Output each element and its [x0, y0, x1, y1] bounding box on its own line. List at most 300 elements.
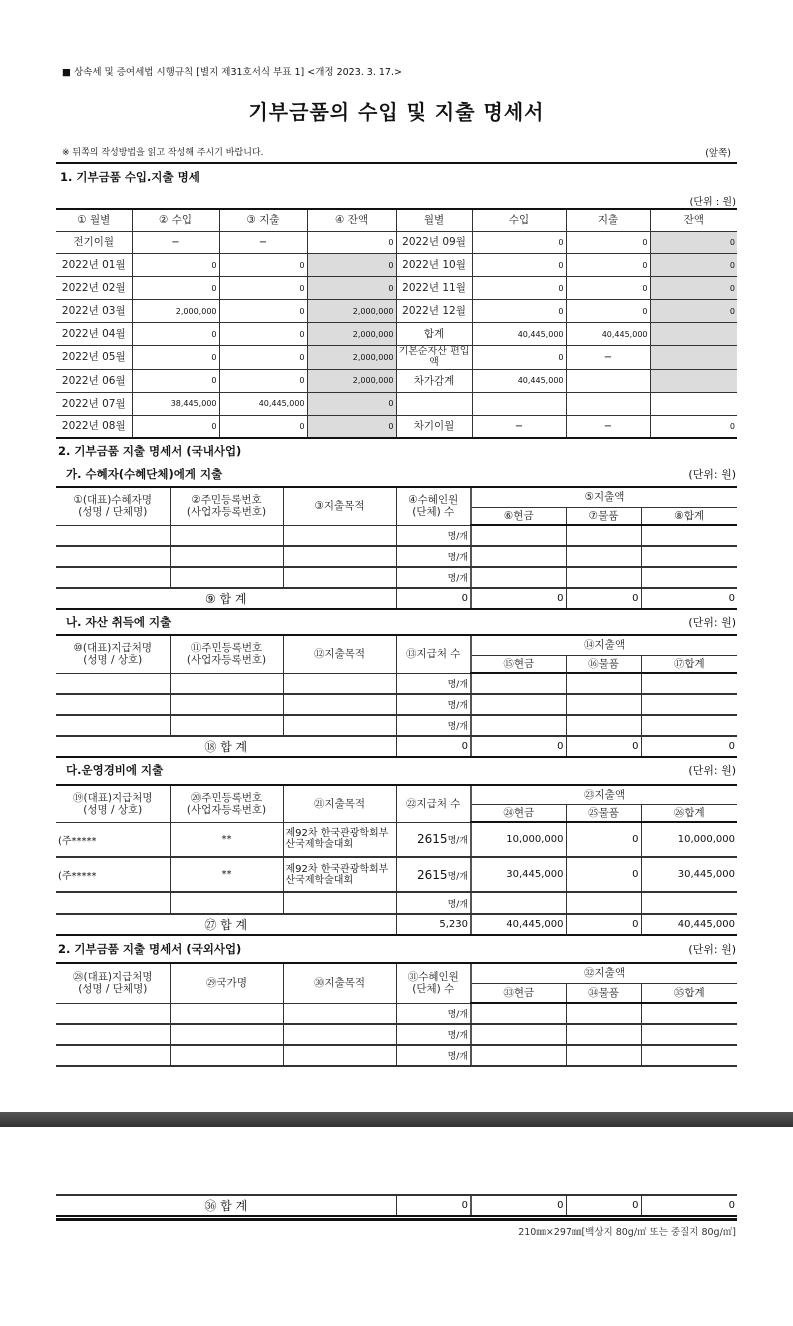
column-header-cash	[471, 983, 566, 1003]
month-label	[396, 231, 472, 254]
column-header-count	[396, 635, 471, 673]
count-unit: 명/개	[447, 574, 468, 584]
cash-cell[interactable]	[471, 1024, 566, 1045]
payee-name-cell[interactable]	[56, 857, 170, 892]
column-header-goods	[566, 507, 641, 525]
goods-cell-text: 0	[632, 869, 639, 880]
count-cell[interactable]	[396, 694, 471, 715]
column-header-id	[170, 635, 283, 673]
column-header-count-text: ㉒지급처 수	[406, 797, 461, 810]
cash-cell[interactable]	[471, 892, 566, 914]
count-unit: 명/개	[447, 679, 468, 690]
income-cell[interactable]	[132, 231, 219, 254]
registration-number-cell[interactable]	[170, 694, 283, 715]
income-cell[interactable]	[472, 345, 566, 369]
month-label	[56, 345, 132, 369]
month-label-text: 2022년 05월	[61, 351, 126, 364]
income-cell[interactable]	[472, 415, 566, 438]
balance-cell	[650, 323, 737, 346]
payee-name-cell[interactable]	[56, 715, 170, 736]
column-header-goods-text: ㉕물품	[588, 806, 619, 819]
month-label	[396, 345, 472, 369]
month-label	[396, 415, 472, 438]
purpose-cell[interactable]	[283, 694, 396, 715]
column-header-cash	[471, 655, 566, 673]
income-cell-text: 0	[558, 306, 564, 316]
balance-cell	[650, 300, 737, 323]
purpose-cell[interactable]	[283, 822, 396, 857]
expense-cell[interactable]	[219, 300, 307, 323]
sum-count	[396, 736, 471, 757]
income-cell[interactable]	[132, 392, 219, 415]
total-cell[interactable]	[641, 822, 737, 857]
balance-cell-text: 0	[388, 283, 394, 293]
expense-cell[interactable]	[566, 392, 650, 415]
column-header-count-text: ㉛수혜인원	[407, 971, 459, 984]
goods-cell[interactable]	[566, 892, 641, 914]
month-label-text: 2022년 06월	[61, 374, 126, 387]
purpose-cell[interactable]	[283, 546, 396, 567]
payee-name-cell[interactable]	[56, 694, 170, 715]
column-header-name-text: ㉘(대표)지급처명	[72, 971, 153, 984]
income-cell[interactable]	[472, 231, 566, 254]
cash-cell[interactable]	[471, 694, 566, 715]
column-header-text: 지출	[597, 214, 619, 227]
income-cell-text: 0	[211, 283, 217, 293]
sum-goods	[566, 914, 641, 935]
goods-cell[interactable]	[566, 1045, 641, 1066]
goods-cell-text: 0	[632, 834, 639, 845]
income-cell-text: 38,445,000	[170, 399, 217, 409]
income-cell[interactable]	[472, 369, 566, 392]
column-header-name-subtext: (성명 / 상호)	[83, 803, 143, 816]
registration-number-cell[interactable]	[170, 1045, 283, 1066]
header-row	[56, 635, 737, 655]
registration-number-cell[interactable]	[170, 546, 283, 567]
balance-cell	[307, 369, 396, 392]
cash-cell[interactable]	[471, 525, 566, 546]
count-unit: 명/개	[447, 553, 468, 563]
goods-cell[interactable]	[566, 822, 641, 857]
total-cell[interactable]	[641, 715, 737, 736]
total-cell[interactable]	[641, 546, 737, 567]
sum-total-text: 0	[728, 593, 736, 604]
purpose-cell[interactable]	[283, 892, 396, 914]
income-cell-text: −	[171, 236, 180, 248]
column-header-id-text: ⑳주민등록번호	[190, 791, 263, 804]
total-cell[interactable]	[641, 525, 737, 546]
month-label-text: 2022년 08월	[61, 420, 126, 433]
sum-goods-text: 0	[632, 919, 639, 930]
goods-cell[interactable]	[566, 857, 641, 892]
balance-cell	[650, 231, 737, 254]
registration-number-cell-text: **	[221, 833, 232, 845]
income-cell[interactable]	[472, 392, 566, 415]
income-cell[interactable]	[132, 323, 219, 346]
month-label-text: 전기이월	[73, 236, 115, 249]
balance-cell	[307, 392, 396, 415]
month-label-text: 차가감계	[413, 374, 455, 387]
na-title: 나. 자산 취득에 지출	[66, 615, 172, 629]
expense-cell-text: 0	[642, 260, 648, 270]
sum-row	[56, 736, 737, 757]
expense-cell[interactable]	[566, 415, 650, 438]
goods-cell[interactable]	[566, 567, 641, 588]
income-cell[interactable]	[472, 300, 566, 323]
count-unit: 명/개	[447, 899, 468, 910]
balance-cell	[650, 392, 737, 415]
month-row	[56, 369, 737, 392]
registration-number-cell[interactable]	[170, 567, 283, 588]
column-header-text: ③ 지출	[246, 214, 280, 227]
balance-cell	[307, 231, 396, 254]
column-header-purpose	[283, 785, 396, 822]
column-header-id	[170, 963, 283, 1003]
column-header-cash-text: ⑮현금	[503, 657, 535, 670]
payee-name-cell[interactable]	[56, 822, 170, 857]
income-cell[interactable]	[132, 300, 219, 323]
month-label-text: 2022년 01월	[61, 259, 126, 272]
total-cell[interactable]	[641, 1045, 737, 1066]
month-label-text: 2022년 04월	[61, 328, 126, 340]
sum-cash-text: 40,445,000	[506, 919, 564, 930]
income-cell[interactable]	[132, 277, 219, 300]
month-label	[396, 254, 472, 277]
count-cell[interactable]	[396, 673, 471, 694]
balance-cell-text: 0	[729, 260, 735, 270]
count-unit: 명/개	[447, 1031, 468, 1041]
expense-cell[interactable]	[566, 277, 650, 300]
income-cell[interactable]	[132, 254, 219, 277]
sum-cash-text: 0	[557, 741, 564, 752]
expense-cell-text: 0	[299, 329, 305, 339]
sum-total	[641, 1195, 737, 1216]
goods-cell[interactable]	[566, 694, 641, 715]
column-header-total-text: ㉖합계	[673, 806, 705, 819]
balance-cell-text: 2,000,000	[352, 306, 394, 316]
month-label-text: 합계	[423, 328, 445, 340]
column-header-count-text: ⑬지급처 수	[406, 648, 461, 661]
goods-cell[interactable]	[566, 525, 641, 546]
expense-cell-text: 0	[299, 421, 305, 431]
expense-cell[interactable]	[219, 345, 307, 369]
count-cell[interactable]	[396, 892, 471, 914]
month-label	[56, 300, 132, 323]
sum-row	[56, 914, 737, 935]
count-cell-text: 2615	[417, 832, 448, 847]
ga-unit: (단위: 원)	[688, 468, 736, 481]
month-label-text: 2022년 09월	[402, 236, 466, 249]
column-header-amount-text: ⑤지출액	[584, 491, 625, 504]
column-header-count	[396, 963, 471, 1003]
month-row	[56, 392, 737, 415]
total-cell[interactable]	[641, 857, 737, 892]
purpose-cell[interactable]	[283, 1024, 396, 1045]
column-header-goods-text: ⑯물품	[588, 657, 619, 670]
column-header-goods-text: ㉞물품	[588, 986, 619, 999]
expense-cell-text: 0	[642, 237, 648, 247]
expense-cell[interactable]	[219, 369, 307, 392]
column-header-amount	[471, 963, 737, 983]
goods-cell[interactable]	[566, 1003, 641, 1024]
na-table	[56, 634, 737, 758]
sum-label-text: ⑱ 합 계	[204, 740, 248, 754]
instruction-note: ※ 뒤쪽의 작성방법을 읽고 작성해 주시기 바랍니다.	[62, 148, 264, 158]
total-cell[interactable]	[641, 567, 737, 588]
cash-cell-text: 10,000,000	[506, 834, 564, 845]
sum-total	[641, 736, 737, 757]
total-cell[interactable]	[641, 1003, 737, 1024]
expense-cell[interactable]	[219, 323, 307, 346]
income-cell[interactable]	[132, 345, 219, 369]
goods-cell[interactable]	[566, 673, 641, 694]
income-cell[interactable]	[472, 277, 566, 300]
column-header-text: ④ 잔액	[334, 214, 369, 227]
purpose-cell-text: 제92차 한국관광학회부산국제학술대회	[285, 828, 389, 851]
column-header-cash-text: ㉝현금	[503, 986, 535, 999]
payee-name-cell[interactable]	[56, 892, 170, 914]
month-label	[56, 231, 132, 254]
income-cell[interactable]	[472, 254, 566, 277]
month-label-text: 2022년 03월	[61, 305, 126, 318]
sum-label-text: ⑨ 합 계	[204, 592, 247, 606]
expense-cell[interactable]	[566, 254, 650, 277]
column-header-id-subtext: (사업자등록번호)	[186, 803, 267, 816]
ga-table	[56, 486, 737, 610]
column-header-amount-text: ⑭지출액	[584, 639, 625, 652]
payee-name-cell[interactable]	[56, 1045, 170, 1066]
header-row	[56, 209, 737, 231]
expense-cell-text: 0	[642, 283, 648, 293]
count-cell[interactable]	[396, 857, 471, 892]
month-row	[56, 300, 737, 323]
registration-number-cell[interactable]	[170, 673, 283, 694]
sum-goods	[566, 736, 641, 757]
balance-cell	[307, 323, 396, 346]
registration-number-cell[interactable]	[170, 822, 283, 857]
expense-cell[interactable]	[566, 345, 650, 369]
cash-cell[interactable]	[471, 567, 566, 588]
expense-cell[interactable]	[219, 254, 307, 277]
registration-number-cell[interactable]	[170, 857, 283, 892]
divider	[56, 162, 737, 164]
count-cell[interactable]	[396, 822, 471, 857]
page-break-band	[0, 1112, 793, 1127]
sum-total-text: 40,445,000	[677, 919, 735, 930]
count-cell-text: 2615	[417, 867, 448, 882]
column-header-goods	[566, 983, 641, 1003]
total-cell[interactable]	[641, 1024, 737, 1045]
expense-cell[interactable]	[219, 231, 307, 254]
month-label-text: 차기이월	[413, 420, 455, 433]
purpose-cell[interactable]	[283, 715, 396, 736]
expense-cell[interactable]	[566, 231, 650, 254]
payee-name-cell[interactable]	[56, 673, 170, 694]
payee-name-cell[interactable]	[56, 567, 170, 588]
section2-title: 2. 기부금품 지출 명세서 (국내사업)	[58, 444, 242, 458]
column-header-name-subtext: (성명 / 단체명)	[78, 983, 148, 996]
sum-goods-text: 0	[632, 593, 639, 604]
column-header-amount-text: ㉜지출액	[584, 967, 625, 980]
count-cell[interactable]	[396, 715, 471, 736]
income-cell[interactable]	[132, 415, 219, 438]
column-header-goods	[566, 655, 641, 673]
cash-cell[interactable]	[471, 1045, 566, 1066]
month-label	[56, 392, 132, 415]
sum-count	[396, 588, 471, 609]
count-cell[interactable]	[396, 567, 471, 588]
income-cell-text: 0	[211, 376, 217, 386]
month-label-text: 2022년 07월	[61, 397, 126, 410]
registration-number-cell[interactable]	[170, 525, 283, 546]
sum-label	[56, 914, 396, 935]
registration-number-cell[interactable]	[170, 1024, 283, 1045]
column-header	[396, 209, 472, 231]
column-header-name-subtext: (성명 / 상호)	[83, 654, 143, 667]
column-header-name	[56, 487, 170, 525]
payee-name-cell[interactable]	[56, 1003, 170, 1024]
month-label	[396, 392, 472, 415]
cash-cell[interactable]	[471, 822, 566, 857]
cash-cell[interactable]	[471, 546, 566, 567]
header-row	[56, 963, 737, 983]
sum-cash	[471, 914, 566, 935]
data-row	[56, 673, 737, 694]
data-row	[56, 822, 737, 857]
income-cell-text: −	[514, 420, 524, 432]
sum-total-text: 0	[728, 741, 735, 752]
column-header-total-text: ⑧합계	[674, 509, 705, 522]
month-row	[56, 345, 737, 369]
expense-cell-text: 0	[299, 260, 305, 270]
form-reference: ■ 상속세 및 증여세법 시행규칙 [별지 제31호서식 부표 1] <개정 2023. 3. 17.>	[62, 67, 402, 78]
income-cell-text: 0	[558, 237, 564, 247]
header-row	[56, 487, 737, 507]
count-unit: 명/개	[447, 722, 468, 732]
page-title: 기부금품의 수입 및 지출 명세서	[248, 100, 545, 124]
column-header-amount	[471, 785, 737, 804]
income-cell-text: 40,445,000	[517, 376, 564, 386]
count-cell[interactable]	[396, 1024, 471, 1045]
bottom-rule	[56, 1218, 737, 1221]
income-cell-text: 0	[211, 260, 217, 270]
cash-cell[interactable]	[471, 673, 566, 694]
total-cell[interactable]	[641, 892, 737, 914]
purpose-cell[interactable]	[283, 567, 396, 588]
count-cell[interactable]	[396, 1003, 471, 1024]
sum-goods	[566, 1195, 641, 1216]
sum-label	[56, 588, 396, 609]
total-cell[interactable]	[641, 694, 737, 715]
column-header-purpose-text: ㉚지출목적	[313, 977, 366, 990]
expense-cell[interactable]	[219, 392, 307, 415]
income-cell[interactable]	[472, 323, 566, 346]
goods-cell[interactable]	[566, 715, 641, 736]
purpose-cell[interactable]	[283, 673, 396, 694]
cash-cell[interactable]	[471, 1003, 566, 1024]
sum-cash-text: 0	[557, 593, 564, 604]
count-cell[interactable]	[396, 1045, 471, 1066]
overseas-title: 2. 기부금품 지출 명세서 (국외사업)	[58, 942, 242, 956]
registration-number-cell[interactable]	[170, 715, 283, 736]
cash-cell[interactable]	[471, 715, 566, 736]
purpose-cell[interactable]	[283, 1045, 396, 1066]
payee-name-cell[interactable]	[56, 546, 170, 567]
expense-cell[interactable]	[566, 300, 650, 323]
count-unit: 명/개	[447, 1052, 468, 1062]
balance-cell	[650, 254, 737, 277]
payee-name-cell[interactable]	[56, 1024, 170, 1045]
sum-label	[56, 1195, 396, 1216]
purpose-cell[interactable]	[283, 1003, 396, 1024]
income-cell-text: 0	[211, 352, 217, 362]
expense-cell-text: 0	[299, 376, 305, 386]
total-cell[interactable]	[641, 673, 737, 694]
purpose-cell[interactable]	[283, 525, 396, 546]
expense-cell-text: 0	[642, 306, 648, 316]
header-row	[56, 785, 737, 804]
count-cell[interactable]	[396, 546, 471, 567]
column-header-purpose-text: ③지출목적	[314, 500, 365, 513]
column-header-purpose-text: ⑫지출목적	[313, 648, 366, 661]
column-header-id-text: ㉙국가명	[206, 977, 247, 990]
balance-cell-text: 0	[388, 237, 394, 247]
goods-cell[interactable]	[566, 1024, 641, 1045]
data-row	[56, 857, 737, 892]
data-row	[56, 694, 737, 715]
balance-cell	[307, 300, 396, 323]
registration-number-cell[interactable]	[170, 892, 283, 914]
cash-cell[interactable]	[471, 857, 566, 892]
column-header	[472, 209, 566, 231]
income-cell[interactable]	[132, 369, 219, 392]
section1-unit: (단위 : 원)	[689, 197, 736, 208]
month-row	[56, 254, 737, 277]
column-header-name-subtext: (성명 / 단체명)	[78, 506, 148, 519]
income-cell-text: 0	[558, 260, 564, 270]
sum-total	[641, 914, 737, 935]
goods-cell[interactable]	[566, 546, 641, 567]
overseas-total-table	[56, 1194, 737, 1217]
month-label-text: 기본순자산 편입액	[398, 346, 470, 369]
expense-cell-text: 40,445,000	[258, 399, 305, 409]
purpose-cell[interactable]	[283, 857, 396, 892]
column-header-id-subtext: (사업자등록번호)	[186, 654, 267, 667]
expense-cell[interactable]	[219, 415, 307, 438]
column-header-total	[641, 655, 737, 673]
expense-cell[interactable]	[566, 369, 650, 392]
balance-cell-text: 2,000,000	[352, 376, 394, 386]
payee-name-cell[interactable]	[56, 525, 170, 546]
data-row	[56, 567, 737, 588]
count-unit: 명/개	[447, 1009, 468, 1020]
paper-spec: 210㎜×297㎜[백상지 80g/㎡ 또는 중질지 80g/㎡]	[518, 1227, 736, 1238]
registration-number-cell[interactable]	[170, 1003, 283, 1024]
count-cell[interactable]	[396, 525, 471, 546]
month-row	[56, 231, 737, 254]
column-header-purpose-text: ㉑지출목적	[313, 797, 366, 810]
registration-number-cell-text: **	[221, 869, 232, 880]
expense-cell[interactable]	[219, 277, 307, 300]
expense-cell[interactable]	[566, 323, 650, 346]
total-cell-text: 10,000,000	[677, 834, 735, 845]
column-header-total	[641, 983, 737, 1003]
da-title: 다.운영경비에 지출	[66, 763, 164, 777]
income-expense-table	[56, 208, 737, 439]
expense-cell-text: 0	[299, 306, 305, 316]
month-label	[56, 277, 132, 300]
column-header-amount	[471, 487, 737, 507]
